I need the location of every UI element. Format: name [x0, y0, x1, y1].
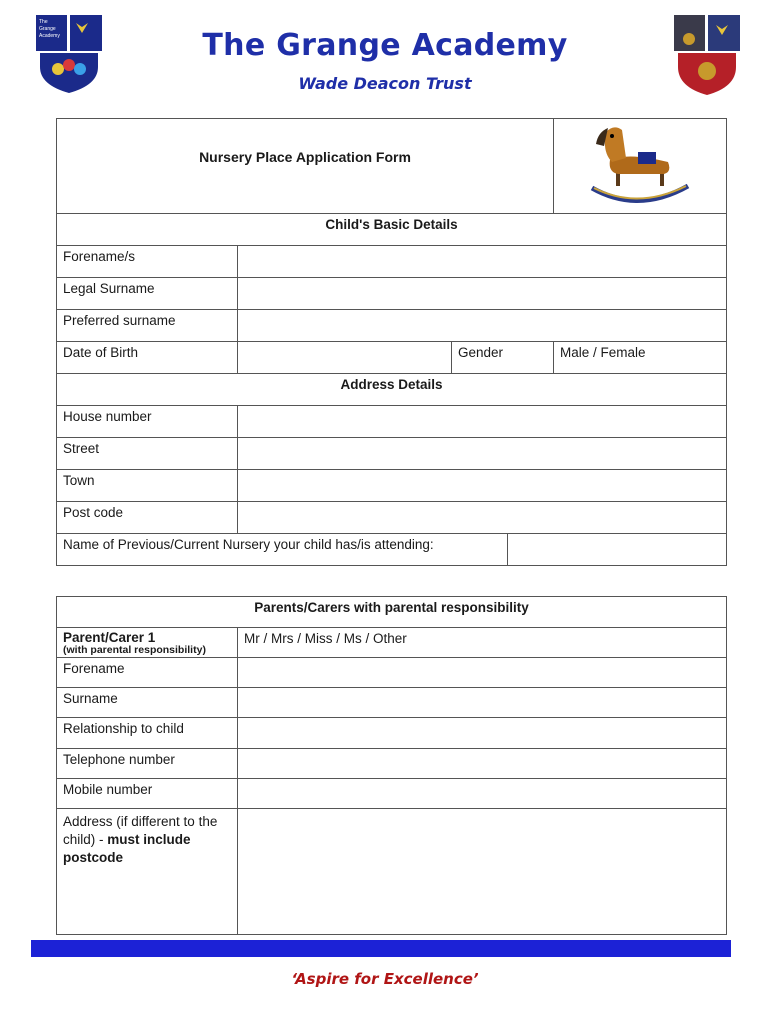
parent-forename-label: Forename [57, 658, 238, 688]
mobile-field[interactable] [238, 779, 727, 809]
parent-forename-field[interactable] [238, 658, 727, 688]
parent-surname-field[interactable] [238, 688, 727, 718]
footer-motto: ‘Aspire for Excellence’ [291, 970, 479, 988]
gender-label: Gender [452, 342, 554, 374]
house-number-label: House number [57, 406, 238, 438]
relationship-label: Relationship to child [57, 718, 238, 749]
nursery-field[interactable] [508, 534, 727, 566]
address-section-header: Address Details [57, 374, 727, 406]
parents-table [56, 596, 727, 935]
page-subtitle: Wade Deacon Trust [298, 74, 472, 93]
parent-address-field[interactable] [238, 809, 727, 935]
dob-field[interactable] [238, 342, 452, 374]
postcode-field[interactable] [238, 502, 727, 534]
parent-address-label-text: Address (if different to the child) - [63, 814, 218, 847]
nursery-label: Name of Previous/Current Nursery your child has/is attending: [57, 534, 508, 566]
forename-label: Forename/s [57, 246, 238, 278]
street-label: Street [57, 438, 238, 470]
carer-label-cell [57, 628, 238, 658]
parent-address-label-bold: must include postcode [63, 832, 191, 865]
parent-surname-label: Surname [57, 688, 238, 718]
telephone-field[interactable] [238, 749, 727, 779]
child-section-header: Child's Basic Details [57, 214, 727, 246]
mobile-label: Mobile number [57, 779, 238, 809]
logo-text-1: The [39, 19, 48, 25]
parents-section-header: Parents/Carers with parental responsibility [57, 597, 727, 628]
parent-address-label [57, 809, 238, 935]
child-details-table [56, 118, 727, 566]
gender-options[interactable]: Male / Female [554, 342, 727, 374]
street-field[interactable] [238, 438, 727, 470]
house-number-field[interactable] [238, 406, 727, 438]
rocking-horse-image [554, 119, 727, 214]
logo-text-3: Academy [39, 33, 60, 39]
legal-surname-field[interactable] [238, 278, 727, 310]
town-label: Town [57, 470, 238, 502]
town-field[interactable] [238, 470, 727, 502]
postcode-label: Post code [57, 502, 238, 534]
preferred-surname-label: Preferred surname [57, 310, 238, 342]
form-title: Nursery Place Application Form [57, 119, 554, 214]
forename-field[interactable] [238, 246, 727, 278]
legal-surname-label: Legal Surname [57, 278, 238, 310]
carer-note: (with parental responsibility) [63, 644, 206, 656]
relationship-field[interactable] [238, 718, 727, 749]
logo-text-2: Grange [39, 26, 56, 32]
dob-label: Date of Birth [57, 342, 238, 374]
page-title: The Grange Academy [202, 28, 568, 63]
footer-bar [31, 940, 731, 957]
carer-label: Parent/Carer 1 [63, 630, 156, 645]
telephone-label: Telephone number [57, 749, 238, 779]
preferred-surname-field[interactable] [238, 310, 727, 342]
title-options[interactable]: Mr / Mrs / Miss / Ms / Other [238, 628, 727, 658]
